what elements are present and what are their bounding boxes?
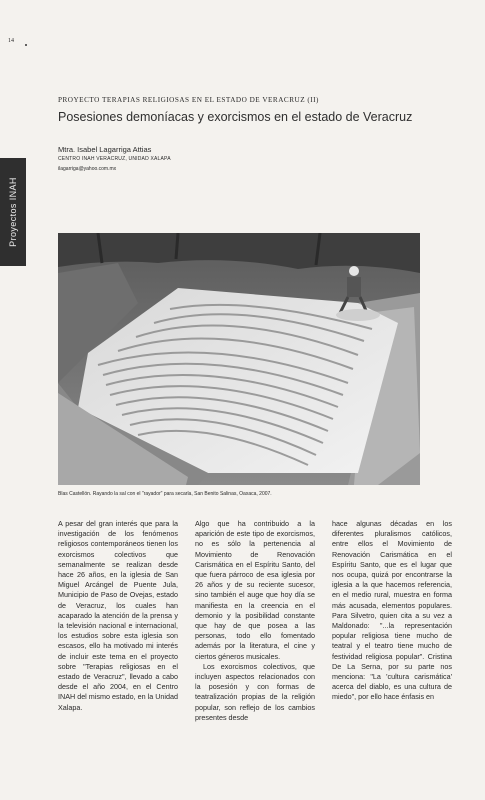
page-number: 14 (8, 38, 14, 44)
author-affiliation: CENTRO INAH VERACRUZ, UNIDAD XALAPA (58, 156, 171, 162)
paragraph: Algo que ha contribuido a la aparición de este tipo de exorcismos, no es sólo la pertenencia al Movimiento de Renovación Carismática en el Espíritu Santo, del que fuera párroco de esa iglesia por 26 años y de su reciente sucesor, sino también el auge que hoy día se manifiesta en la creencia en el demonio y la posibilidad constante que hay de que posea a las personas, todo ello fomentado además por la literatura, el cine y ciertos géneros musicales. (195, 519, 315, 661)
paragraph: A pesar del gran interés que para la investigación de los fenómenos religiosos contemporáneos tienen los exorcismos colectivos que semanalmente se realizan desde hace 26 años, en la iglesia de San Miguel Arcángel de Puente Jula, Municipio de Paso de Ovejas, estado de Veracruz, los cuales han acaparado la atención de la prensa y la televisión nacional e internacional, los estudios sobre esta iglesia son escasos, ello ha motivado mi interés de incluir este tema en el proyecto sobre "Terapias religiosas en el estado de Veracruz", llevado a cabo desde el año 2004, en el Centro INAH del mismo estado, en la Unidad Xalapa. (58, 519, 178, 712)
author-email: ilagarriga@yahoo.com.mx (58, 166, 117, 172)
text-column-1 (58, 519, 178, 713)
photo-salt-field-image (58, 233, 420, 485)
section-header: PROYECTO TERAPIAS RELIGIOSAS EN EL ESTADO DE VERACRUZ (II) (58, 96, 319, 104)
sidebar-section-tab (0, 158, 26, 266)
author-name: Mtra. Isabel Lagarriga Attias (58, 145, 152, 154)
photo-caption: Blas Castellón. Rayando la sal con el "rayador" para secarla, San Benito Salinas, Oaxaca, 2007. (58, 491, 272, 497)
article-title: Posesiones demoníacas y exorcismos en el estado de Veracruz (58, 110, 413, 124)
page-dot (25, 44, 27, 46)
paragraph: Los exorcismos colectivos, que incluyen aspectos relacionados con la posesión y con formas de teatralización propias de la religión popular, son reflejo de los cambios presentes desde (195, 661, 315, 722)
text-column-2 (195, 519, 315, 723)
text-column-3 (332, 519, 452, 703)
sidebar-label: Proyectos INAH (8, 177, 18, 247)
article-photo (58, 233, 420, 485)
paragraph: hace algunas décadas en los diferentes pluralismos católicos, entre ellos el Movimiento de Renovación Carismática en el Espíritu Santo, que es el lugar que nos ocupa, quizá por encontrarse la iglesia a la que hacemos referencia, en el medio rural, muestra en forma más acusada, elementos populares. Para Silvetro, quien cita a su vez a Maldonado: "...la representación popular religiosa tiene mucho de teatral y el teatro tiene mucho de festividad religiosa popular". Cristina De La Serna, por su parte nos menciona: "La 'cultura carismática' acerca del diablo, es una cultura de miedo", por ello hace énfasis en (332, 519, 452, 702)
